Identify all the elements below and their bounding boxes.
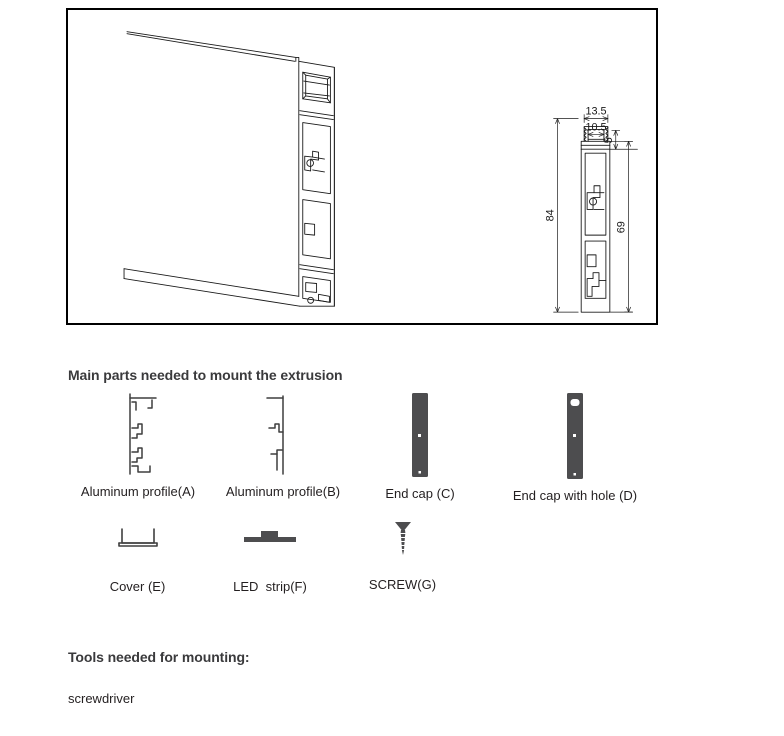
screw-icon (392, 520, 414, 560)
led-strip-icon (242, 525, 298, 547)
part-aluminum-profile-a (58, 392, 218, 500)
extrusion-cross-section (581, 127, 610, 313)
part-screw (345, 520, 460, 593)
part-label-g: SCREW(G) (368, 577, 437, 592)
dimension-lines (554, 115, 638, 312)
tools-heading: Tools needed for mounting: (68, 649, 250, 665)
aluminum-profile-a-icon (108, 392, 168, 476)
part-end-cap (355, 392, 485, 502)
end-cap-with-hole-icon (560, 392, 590, 480)
part-label-e: Cover (E) (109, 579, 166, 594)
dimension-label-69: 69 (615, 221, 628, 234)
dimension-label-13-5: 13.5 (585, 105, 607, 118)
part-end-cap-with-hole (485, 392, 665, 504)
end-cap-icon (405, 392, 435, 478)
technical-drawing-frame (66, 8, 658, 325)
part-label-d: End cap with hole (D) (512, 488, 638, 503)
part-led-strip (210, 525, 330, 595)
dimension-label-10-5: 10.5 (585, 121, 607, 134)
dimension-label-5: 5 (602, 137, 615, 144)
cover-channel-icon (114, 525, 162, 551)
main-parts-heading: Main parts needed to mount the extrusion (68, 367, 343, 383)
dimension-label-84: 84 (544, 209, 557, 222)
part-label-c: End cap (C) (385, 486, 455, 501)
extrusion-perspective-view (124, 32, 334, 306)
part-label-a: Aluminum profile(A) (80, 484, 196, 499)
part-label-b: Aluminum profile(B) (225, 484, 341, 499)
part-cover (80, 525, 195, 595)
aluminum-profile-b-icon (253, 392, 313, 476)
tools-value: screwdriver (68, 691, 135, 706)
part-aluminum-profile-b (208, 392, 358, 500)
part-label-f: LED strip(F) (233, 579, 307, 594)
